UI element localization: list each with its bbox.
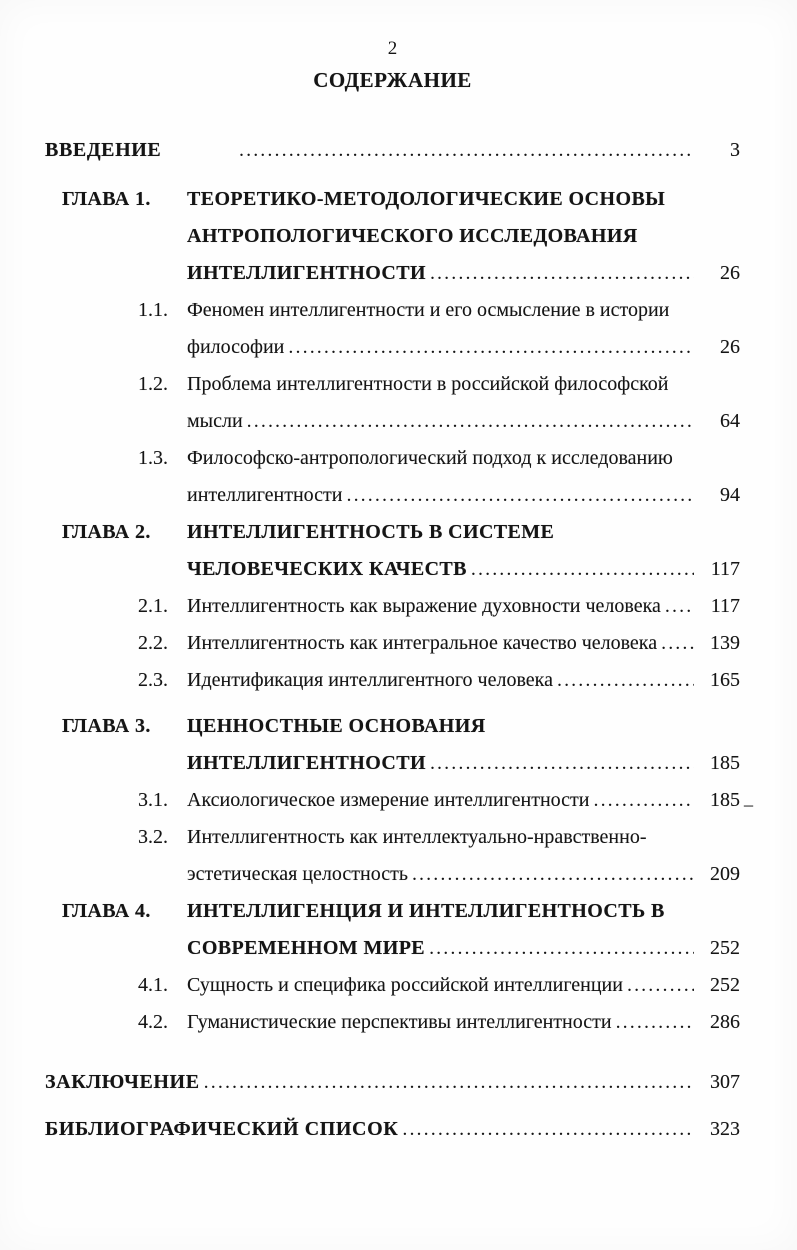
entry-title-text: интеллигентности: [187, 484, 343, 506]
toc-entry: [45, 366, 740, 440]
page-number: 252: [710, 974, 740, 996]
page-title: СОДЕРЖАНИЕ: [313, 68, 472, 92]
entry-title-text: Интеллигентность как выражение духовности человека: [187, 595, 661, 617]
entry-title-text: Сущность и специфика российской интеллигенции: [187, 974, 623, 996]
entry-title-text: философии: [187, 336, 285, 358]
entry-title-text: мысли: [187, 410, 243, 432]
toc-entry: [45, 819, 740, 893]
page-number: 286: [710, 1011, 740, 1033]
page-number: 252: [710, 937, 740, 959]
page-number: 94: [720, 484, 740, 506]
entry-title-text: Философско-антропологический подход к исследованию: [187, 447, 673, 469]
toc-entry: [45, 292, 740, 366]
entry-title-text: эстетическая целостность: [187, 863, 408, 885]
entry-title-text: ЧЕЛОВЕЧЕСКИХ КАЧЕСТВ: [187, 558, 467, 580]
toc-line: [45, 708, 740, 745]
page-number: 64: [720, 410, 740, 432]
entry-label: ВВЕДЕНИЕ: [45, 139, 162, 161]
toc-line: [45, 745, 740, 782]
page-number: 165: [710, 669, 740, 691]
toc-line: [45, 1111, 740, 1148]
scan-artifact-underscore: _: [744, 788, 753, 808]
entry-title-text: ИНТЕЛЛИГЕНТНОСТИ: [187, 752, 426, 774]
entry-title-text: АНТРОПОЛОГИЧЕСКОГО ИССЛЕДОВАНИЯ: [187, 225, 638, 247]
dot-leader: [471, 551, 694, 588]
toc-line: [45, 329, 740, 366]
section-number: 4.2.: [138, 1011, 168, 1033]
dot-leader: [430, 745, 694, 782]
dot-leader: [239, 132, 694, 169]
toc-line: [45, 588, 740, 625]
entry-title-text: Гуманистические перспективы интеллигентности: [187, 1011, 612, 1033]
entry-title-text: ИНТЕЛЛИГЕНТНОСТИ: [187, 262, 426, 284]
entry-title-text: ИНТЕЛЛИГЕНЦИЯ И ИНТЕЛЛИГЕНТНОСТЬ В: [187, 900, 665, 922]
entry-title-text: Феномен интеллигентности и его осмысление в истории: [187, 299, 670, 321]
toc-entry: [45, 708, 740, 782]
dot-leader: [593, 782, 694, 819]
entry-label: ЗАКЛЮЧЕНИЕ: [45, 1071, 200, 1093]
entry-title-text: СОВРЕМЕННОМ МИРЕ: [187, 937, 426, 959]
table-of-contents: [45, 132, 753, 1148]
toc-entry: [45, 1064, 740, 1101]
section-number: 3.2.: [138, 826, 168, 848]
dot-leader: [665, 588, 694, 625]
dot-leader: [346, 477, 694, 514]
toc-line: [45, 181, 740, 218]
toc-line: [45, 218, 740, 255]
toc-line: [45, 292, 740, 329]
toc-line: [45, 1004, 740, 1041]
page-number: 3: [730, 139, 740, 161]
toc-line: [45, 930, 740, 967]
toc-entry: [45, 625, 740, 662]
entry-title-text: ИНТЕЛЛИГЕНТНОСТЬ В СИСТЕМЕ: [187, 521, 555, 543]
entry-title-text: ЦЕННОСТНЫЕ ОСНОВАНИЯ: [187, 715, 486, 737]
toc-line: [45, 366, 740, 403]
dot-leader: [412, 856, 694, 893]
toc-line: [45, 782, 753, 819]
entry-label: ГЛАВА 3.: [62, 715, 151, 737]
page-number: 26: [720, 262, 740, 284]
toc-line: [45, 403, 740, 440]
toc-line: [45, 255, 740, 292]
dot-leader: [288, 329, 694, 366]
page-number: 307: [710, 1071, 740, 1093]
toc-line: [45, 514, 740, 551]
section-number: 2.1.: [138, 595, 168, 617]
page-number: 117: [710, 595, 740, 617]
section-number: 1.3.: [138, 447, 168, 469]
toc-entry: [45, 588, 740, 625]
entry-title-text: Проблема интеллигентности в российской философской: [187, 373, 669, 395]
toc-line: [45, 856, 740, 893]
entry-label: ГЛАВА 2.: [62, 521, 151, 543]
toc-line: [45, 551, 740, 588]
toc-entry: [45, 662, 740, 699]
toc-line: [45, 662, 740, 699]
dot-leader: [430, 255, 694, 292]
dot-leader: [627, 967, 694, 1004]
toc-line: [45, 625, 740, 662]
toc-entry: [45, 514, 740, 588]
toc-line: [45, 893, 740, 930]
entry-title-text: Интеллигентность как интеллектуально-нравственно-: [187, 826, 647, 848]
entry-title-text: Аксиологическое измерение интеллигентности: [187, 789, 590, 811]
toc-entry: [45, 181, 740, 292]
toc-entry: [45, 782, 753, 819]
dot-leader: [204, 1064, 694, 1101]
section-number: 2.3.: [138, 669, 168, 691]
entry-label: БИБЛИОГРАФИЧЕСКИЙ СПИСОК: [45, 1118, 399, 1140]
dot-leader: [429, 930, 694, 967]
page-number-top: 2: [387, 38, 398, 59]
toc-line: [45, 819, 740, 856]
page-number: 323: [710, 1118, 740, 1140]
toc-entry: [45, 440, 740, 514]
dot-leader: [616, 1004, 694, 1041]
section-number: 4.1.: [138, 974, 168, 996]
page-number: 185: [710, 752, 740, 774]
toc-line: [45, 1064, 740, 1101]
section-number: 1.2.: [138, 373, 168, 395]
entry-title-text: Идентификация интеллигентного человека: [187, 669, 553, 691]
dot-leader: [247, 403, 694, 440]
dot-leader: [557, 662, 694, 699]
section-number: 2.2.: [138, 632, 168, 654]
entry-title-text: Интеллигентность как интегральное качество человека: [187, 632, 658, 654]
dot-leader: [661, 625, 694, 662]
toc-line: [45, 132, 740, 169]
section-number: 3.1.: [138, 789, 168, 811]
page-number: 209: [710, 863, 740, 885]
entry-label: ГЛАВА 4.: [62, 900, 151, 922]
toc-line: [45, 477, 740, 514]
toc-entry: [45, 893, 740, 967]
toc-entry: [45, 1111, 740, 1148]
toc-entry: [45, 132, 740, 169]
toc-line: [45, 440, 740, 477]
page-number: 117: [710, 558, 740, 580]
page-number: 139: [710, 632, 740, 654]
entry-label: ГЛАВА 1.: [62, 188, 151, 210]
toc-line: [45, 967, 740, 1004]
section-number: 1.1.: [138, 299, 168, 321]
entry-title-text: ТЕОРЕТИКО-МЕТОДОЛОГИЧЕСКИЕ ОСНОВЫ: [187, 188, 666, 210]
page-number: 26: [720, 336, 740, 358]
page-number: 185 _: [694, 782, 740, 819]
toc-entry: [45, 1004, 740, 1041]
toc-entry: [45, 967, 740, 1004]
dot-leader: [402, 1111, 694, 1148]
